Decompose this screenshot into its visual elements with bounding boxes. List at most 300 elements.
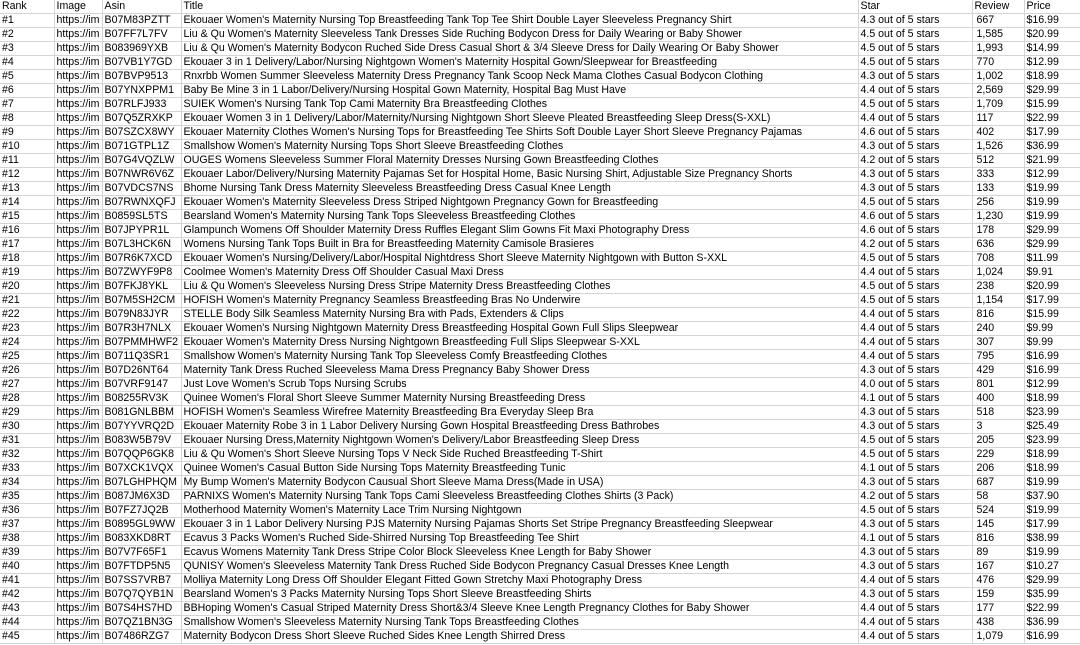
header-review[interactable]: Review: [972, 0, 1024, 14]
cell-title[interactable]: HOFISH Women's Maternity Pregnancy Seamless Breastfeeding Bras No Underwire: [181, 294, 858, 308]
cell-rank[interactable]: #16: [0, 224, 54, 238]
cell-asin[interactable]: B07JPYPR1L: [102, 224, 181, 238]
cell-star[interactable]: 4.1 out of 5 stars: [858, 392, 972, 406]
cell-title[interactable]: Smallshow Women's Maternity Nursing Tank Top Sleeveless Comfy Breastfeeding Clothes: [181, 350, 858, 364]
cell-rank[interactable]: #19: [0, 266, 54, 280]
cell-image[interactable]: https://im: [54, 280, 102, 294]
cell-rank[interactable]: #37: [0, 518, 54, 532]
cell-rank[interactable]: #4: [0, 56, 54, 70]
cell-image[interactable]: https://im: [54, 504, 102, 518]
cell-price[interactable]: $15.99: [1024, 98, 1080, 112]
cell-title[interactable]: Baby Be Mine 3 in 1 Labor/Delivery/Nursing Hospital Gown Maternity, Hospital Bag Must Have: [181, 84, 858, 98]
header-title[interactable]: Title: [181, 0, 858, 14]
cell-star[interactable]: 4.6 out of 5 stars: [858, 224, 972, 238]
cell-price[interactable]: $9.91: [1024, 266, 1080, 280]
cell-title[interactable]: Ekouaer 3 in 1 Labor Delivery Nursing PJS Maternity Nursing Pajamas Shorts Set Stripe Pregnancy Breastfeeding Sleepwear: [181, 518, 858, 532]
cell-title[interactable]: OUGES Womens Sleeveless Summer Floral Maternity Dresses Nursing Gown Breastfeeding Clothes: [181, 154, 858, 168]
cell-image[interactable]: https://im: [54, 532, 102, 546]
cell-star[interactable]: 4.5 out of 5 stars: [858, 196, 972, 210]
cell-asin[interactable]: B07Q5ZRXKP: [102, 112, 181, 126]
cell-star[interactable]: 4.4 out of 5 stars: [858, 112, 972, 126]
cell-star[interactable]: 4.3 out of 5 stars: [858, 560, 972, 574]
cell-rank[interactable]: #26: [0, 364, 54, 378]
cell-review[interactable]: 518: [972, 406, 1024, 420]
cell-price[interactable]: $19.99: [1024, 546, 1080, 560]
cell-rank[interactable]: #14: [0, 196, 54, 210]
cell-star[interactable]: 4.4 out of 5 stars: [858, 350, 972, 364]
cell-image[interactable]: https://im: [54, 154, 102, 168]
cell-rank[interactable]: #34: [0, 476, 54, 490]
cell-title[interactable]: Ekouaer 3 in 1 Delivery/Labor/Nursing Nightgown Women's Maternity Hospital Gown/Sleepwear for Breastfeeding: [181, 56, 858, 70]
cell-rank[interactable]: #1: [0, 14, 54, 28]
cell-image[interactable]: https://im: [54, 84, 102, 98]
cell-title[interactable]: Ekouaer Nursing Dress,Maternity Nightgown Women's Delivery/Labor Breastfeeding Sleep Dress: [181, 434, 858, 448]
cell-asin[interactable]: B083XKD8RT: [102, 532, 181, 546]
cell-rank[interactable]: #25: [0, 350, 54, 364]
cell-price[interactable]: $9.99: [1024, 322, 1080, 336]
cell-review[interactable]: 58: [972, 490, 1024, 504]
cell-rank[interactable]: #22: [0, 308, 54, 322]
cell-star[interactable]: 4.3 out of 5 stars: [858, 14, 972, 28]
cell-review[interactable]: 1,230: [972, 210, 1024, 224]
cell-image[interactable]: https://im: [54, 28, 102, 42]
cell-image[interactable]: https://im: [54, 252, 102, 266]
cell-rank[interactable]: #5: [0, 70, 54, 84]
cell-price[interactable]: $23.99: [1024, 406, 1080, 420]
cell-asin[interactable]: B07PMMHWF2: [102, 336, 181, 350]
cell-price[interactable]: $29.99: [1024, 84, 1080, 98]
cell-review[interactable]: 1,709: [972, 98, 1024, 112]
cell-price[interactable]: $22.99: [1024, 112, 1080, 126]
cell-image[interactable]: https://im: [54, 70, 102, 84]
cell-review[interactable]: 1,993: [972, 42, 1024, 56]
cell-star[interactable]: 4.3 out of 5 stars: [858, 518, 972, 532]
cell-price[interactable]: $19.99: [1024, 182, 1080, 196]
cell-image[interactable]: https://im: [54, 350, 102, 364]
header-asin[interactable]: Asin: [102, 0, 181, 14]
cell-star[interactable]: 4.1 out of 5 stars: [858, 462, 972, 476]
cell-title[interactable]: Molliya Maternity Long Dress Off Shoulder Elegant Fitted Gown Stretchy Maxi Photography Dress: [181, 574, 858, 588]
cell-star[interactable]: 4.4 out of 5 stars: [858, 336, 972, 350]
cell-review[interactable]: 816: [972, 532, 1024, 546]
cell-price[interactable]: $12.99: [1024, 378, 1080, 392]
cell-image[interactable]: https://im: [54, 182, 102, 196]
cell-price[interactable]: $35.99: [1024, 588, 1080, 602]
cell-asin[interactable]: B083969YXB: [102, 42, 181, 56]
cell-image[interactable]: https://im: [54, 378, 102, 392]
cell-star[interactable]: 4.5 out of 5 stars: [858, 280, 972, 294]
cell-rank[interactable]: #27: [0, 378, 54, 392]
cell-review[interactable]: 770: [972, 56, 1024, 70]
cell-title[interactable]: Coolmee Women's Maternity Dress Off Shoulder Casual Maxi Dress: [181, 266, 858, 280]
header-star[interactable]: Star: [858, 0, 972, 14]
cell-asin[interactable]: B07FF7L7FV: [102, 28, 181, 42]
cell-image[interactable]: https://im: [54, 476, 102, 490]
cell-review[interactable]: 167: [972, 560, 1024, 574]
cell-title[interactable]: Motherhood Maternity Women's Maternity Lace Trim Nursing Nightgown: [181, 504, 858, 518]
cell-star[interactable]: 4.3 out of 5 stars: [858, 476, 972, 490]
cell-review[interactable]: 636: [972, 238, 1024, 252]
cell-rank[interactable]: #41: [0, 574, 54, 588]
cell-asin[interactable]: B0859SL5TS: [102, 210, 181, 224]
cell-review[interactable]: 402: [972, 126, 1024, 140]
cell-review[interactable]: 1,585: [972, 28, 1024, 42]
cell-price[interactable]: $20.99: [1024, 280, 1080, 294]
cell-star[interactable]: 4.4 out of 5 stars: [858, 616, 972, 630]
cell-star[interactable]: 4.4 out of 5 stars: [858, 630, 972, 644]
cell-image[interactable]: https://im: [54, 462, 102, 476]
cell-asin[interactable]: B07M5SH2CM: [102, 294, 181, 308]
cell-star[interactable]: 4.4 out of 5 stars: [858, 266, 972, 280]
cell-rank[interactable]: #18: [0, 252, 54, 266]
cell-asin[interactable]: B07YNXPPM1: [102, 84, 181, 98]
cell-price[interactable]: $29.99: [1024, 574, 1080, 588]
cell-image[interactable]: https://im: [54, 602, 102, 616]
cell-asin[interactable]: B07SZCX8WY: [102, 126, 181, 140]
cell-image[interactable]: https://im: [54, 616, 102, 630]
cell-title[interactable]: Bearsland Women's 3 Packs Maternity Nursing Tops Short Sleeve Breastfeeding Shirts: [181, 588, 858, 602]
cell-review[interactable]: 89: [972, 546, 1024, 560]
cell-asin[interactable]: B07FZ7JQ2B: [102, 504, 181, 518]
cell-star[interactable]: 4.5 out of 5 stars: [858, 56, 972, 70]
cell-title[interactable]: Ekouaer Maternity Robe 3 in 1 Labor Delivery Nursing Gown Hospital Breastfeeding Dress Bathrobes: [181, 420, 858, 434]
cell-review[interactable]: 240: [972, 322, 1024, 336]
cell-star[interactable]: 4.4 out of 5 stars: [858, 574, 972, 588]
cell-image[interactable]: https://im: [54, 490, 102, 504]
cell-asin[interactable]: B087JM6X3D: [102, 490, 181, 504]
cell-review[interactable]: 667: [972, 14, 1024, 28]
cell-price[interactable]: $21.99: [1024, 154, 1080, 168]
cell-title[interactable]: Smallshow Women's Maternity Nursing Tops Short Sleeve Breastfeeding Clothes: [181, 140, 858, 154]
cell-title[interactable]: Ecavus Womens Maternity Tank Dress Stripe Color Block Sleeveless Knee Length for Baby Shower: [181, 546, 858, 560]
cell-price[interactable]: $38.99: [1024, 532, 1080, 546]
cell-asin[interactable]: B07V7F65F1: [102, 546, 181, 560]
cell-star[interactable]: 4.3 out of 5 stars: [858, 168, 972, 182]
cell-asin[interactable]: B07L3HCK6N: [102, 238, 181, 252]
cell-price[interactable]: $12.99: [1024, 168, 1080, 182]
cell-price[interactable]: $16.99: [1024, 364, 1080, 378]
cell-star[interactable]: 4.5 out of 5 stars: [858, 434, 972, 448]
cell-title[interactable]: Ekouaer Women's Maternity Dress Nursing Nightgown Breastfeeding Full Slips Sleepwear S-XXL: [181, 336, 858, 350]
cell-star[interactable]: 4.3 out of 5 stars: [858, 140, 972, 154]
cell-rank[interactable]: #6: [0, 84, 54, 98]
cell-asin[interactable]: B0895GL9WW: [102, 518, 181, 532]
cell-title[interactable]: Ecavus 3 Packs Women's Ruched Side-Shirred Nursing Top Breastfeeding Tee Shirt: [181, 532, 858, 546]
cell-title[interactable]: Quinee Women's Casual Button Side Nursing Tops Maternity Breastfeeding Tunic: [181, 462, 858, 476]
cell-review[interactable]: 177: [972, 602, 1024, 616]
cell-star[interactable]: 4.5 out of 5 stars: [858, 252, 972, 266]
cell-asin[interactable]: B07SS7VRB7: [102, 574, 181, 588]
cell-asin[interactable]: B079N83JYR: [102, 308, 181, 322]
cell-star[interactable]: 4.2 out of 5 stars: [858, 490, 972, 504]
cell-asin[interactable]: B07ZWYF9P8: [102, 266, 181, 280]
cell-image[interactable]: https://im: [54, 518, 102, 532]
cell-rank[interactable]: #3: [0, 42, 54, 56]
cell-rank[interactable]: #44: [0, 616, 54, 630]
cell-image[interactable]: https://im: [54, 420, 102, 434]
cell-review[interactable]: 512: [972, 154, 1024, 168]
cell-asin[interactable]: B07RLFJ933: [102, 98, 181, 112]
cell-price[interactable]: $25.49: [1024, 420, 1080, 434]
cell-image[interactable]: https://im: [54, 210, 102, 224]
cell-review[interactable]: 816: [972, 308, 1024, 322]
cell-title[interactable]: Ekouaer Women's Nursing Nightgown Maternity Dress Breastfeeding Hospital Gown Full Slips Sleepwear: [181, 322, 858, 336]
cell-star[interactable]: 4.5 out of 5 stars: [858, 504, 972, 518]
cell-price[interactable]: $22.99: [1024, 602, 1080, 616]
cell-asin[interactable]: B07FKJ8YKL: [102, 280, 181, 294]
cell-star[interactable]: 4.3 out of 5 stars: [858, 406, 972, 420]
cell-review[interactable]: 333: [972, 168, 1024, 182]
cell-asin[interactable]: B0711Q3SR1: [102, 350, 181, 364]
header-image[interactable]: Image: [54, 0, 102, 14]
cell-rank[interactable]: #17: [0, 238, 54, 252]
cell-title[interactable]: Bearsland Women's Maternity Nursing Tank Tops Sleeveless Breastfeeding Clothes: [181, 210, 858, 224]
cell-image[interactable]: https://im: [54, 392, 102, 406]
cell-asin[interactable]: B071GTPL1Z: [102, 140, 181, 154]
cell-star[interactable]: 4.5 out of 5 stars: [858, 294, 972, 308]
cell-image[interactable]: https://im: [54, 560, 102, 574]
cell-price[interactable]: $14.99: [1024, 42, 1080, 56]
cell-rank[interactable]: #8: [0, 112, 54, 126]
cell-image[interactable]: https://im: [54, 238, 102, 252]
cell-star[interactable]: 4.6 out of 5 stars: [858, 210, 972, 224]
cell-title[interactable]: SUIEK Women's Nursing Tank Top Cami Maternity Bra Breastfeeding Clothes: [181, 98, 858, 112]
cell-title[interactable]: Bhome Nursing Tank Dress Maternity Sleeveless Breastfeeding Dress Casual Knee Length: [181, 182, 858, 196]
cell-price[interactable]: $37.90: [1024, 490, 1080, 504]
cell-image[interactable]: https://im: [54, 630, 102, 644]
cell-price[interactable]: $10.27: [1024, 560, 1080, 574]
cell-price[interactable]: $18.99: [1024, 448, 1080, 462]
cell-star[interactable]: 4.3 out of 5 stars: [858, 364, 972, 378]
cell-rank[interactable]: #30: [0, 420, 54, 434]
cell-price[interactable]: $16.99: [1024, 630, 1080, 644]
cell-review[interactable]: 1,079: [972, 630, 1024, 644]
cell-image[interactable]: https://im: [54, 448, 102, 462]
cell-rank[interactable]: #12: [0, 168, 54, 182]
cell-asin[interactable]: B07G4VQZLW: [102, 154, 181, 168]
cell-title[interactable]: Liu & Qu Women's Maternity Bodycon Ruched Side Dress Casual Short & 3/4 Sleeve Dress for Daily Wearing Or Baby Shower: [181, 42, 858, 56]
cell-star[interactable]: 4.4 out of 5 stars: [858, 84, 972, 98]
cell-asin[interactable]: B07QQP6GK8: [102, 448, 181, 462]
cell-title[interactable]: Ekouaer Labor/Delivery/Nursing Maternity Pajamas Set for Hospital Home, Basic Nursing Shirt, Adjustable Size Pregnancy Shorts: [181, 168, 858, 182]
cell-price[interactable]: $17.99: [1024, 518, 1080, 532]
cell-rank[interactable]: #45: [0, 630, 54, 644]
cell-review[interactable]: 206: [972, 462, 1024, 476]
cell-asin[interactable]: B07VB1Y7GD: [102, 56, 181, 70]
cell-price[interactable]: $18.99: [1024, 392, 1080, 406]
cell-rank[interactable]: #29: [0, 406, 54, 420]
cell-review[interactable]: 1,526: [972, 140, 1024, 154]
cell-review[interactable]: 438: [972, 616, 1024, 630]
cell-review[interactable]: 708: [972, 252, 1024, 266]
cell-title[interactable]: Ekouaer Women's Nursing/Delivery/Labor/Hospital Nightdress Short Sleeve Maternity Nightgown with Button S-XXL: [181, 252, 858, 266]
cell-review[interactable]: 400: [972, 392, 1024, 406]
cell-rank[interactable]: #35: [0, 490, 54, 504]
cell-price[interactable]: $19.99: [1024, 476, 1080, 490]
cell-star[interactable]: 4.5 out of 5 stars: [858, 28, 972, 42]
cell-image[interactable]: https://im: [54, 14, 102, 28]
cell-review[interactable]: 3: [972, 420, 1024, 434]
cell-image[interactable]: https://im: [54, 364, 102, 378]
cell-review[interactable]: 801: [972, 378, 1024, 392]
cell-star[interactable]: 4.2 out of 5 stars: [858, 154, 972, 168]
cell-price[interactable]: $23.99: [1024, 434, 1080, 448]
cell-price[interactable]: $16.99: [1024, 14, 1080, 28]
cell-review[interactable]: 159: [972, 588, 1024, 602]
cell-image[interactable]: https://im: [54, 126, 102, 140]
cell-review[interactable]: 476: [972, 574, 1024, 588]
cell-asin[interactable]: B081GNLBBM: [102, 406, 181, 420]
cell-rank[interactable]: #21: [0, 294, 54, 308]
cell-review[interactable]: 229: [972, 448, 1024, 462]
cell-rank[interactable]: #9: [0, 126, 54, 140]
cell-image[interactable]: https://im: [54, 140, 102, 154]
cell-star[interactable]: 4.1 out of 5 stars: [858, 532, 972, 546]
cell-star[interactable]: 4.0 out of 5 stars: [858, 378, 972, 392]
cell-review[interactable]: 205: [972, 434, 1024, 448]
cell-asin[interactable]: B08255RV3K: [102, 392, 181, 406]
cell-rank[interactable]: #20: [0, 280, 54, 294]
cell-review[interactable]: 429: [972, 364, 1024, 378]
cell-price[interactable]: $17.99: [1024, 294, 1080, 308]
cell-title[interactable]: Just Love Women's Scrub Tops Nursing Scrubs: [181, 378, 858, 392]
cell-image[interactable]: https://im: [54, 196, 102, 210]
cell-title[interactable]: Rnxrbb Women Summer Sleeveless Maternity Dress Pregnancy Tank Scoop Neck Mama Clothes Casual Bodycon Clothing: [181, 70, 858, 84]
cell-rank[interactable]: #36: [0, 504, 54, 518]
cell-price[interactable]: $17.99: [1024, 126, 1080, 140]
cell-title[interactable]: BBHoping Women's Casual Striped Maternity Dress Short&3/4 Sleeve Knee Length Pregnancy Clothes for Baby Shower: [181, 602, 858, 616]
cell-title[interactable]: Smallshow Women's Sleeveless Maternity Nursing Tank Tops Breastfeeding Clothes: [181, 616, 858, 630]
cell-price[interactable]: $16.99: [1024, 350, 1080, 364]
cell-image[interactable]: https://im: [54, 406, 102, 420]
cell-rank[interactable]: #33: [0, 462, 54, 476]
cell-image[interactable]: https://im: [54, 308, 102, 322]
cell-price[interactable]: $29.99: [1024, 238, 1080, 252]
cell-review[interactable]: 687: [972, 476, 1024, 490]
cell-rank[interactable]: #24: [0, 336, 54, 350]
cell-price[interactable]: $36.99: [1024, 616, 1080, 630]
header-price[interactable]: Price: [1024, 0, 1080, 14]
cell-asin[interactable]: B07VRF9147: [102, 378, 181, 392]
cell-title[interactable]: Glampunch Womens Off Shoulder Maternity Dress Ruffles Elegant Slim Gowns Fit Maxi Photography Dress: [181, 224, 858, 238]
cell-rank[interactable]: #38: [0, 532, 54, 546]
cell-price[interactable]: $19.99: [1024, 210, 1080, 224]
cell-price[interactable]: $19.99: [1024, 196, 1080, 210]
cell-image[interactable]: https://im: [54, 574, 102, 588]
cell-review[interactable]: 1,024: [972, 266, 1024, 280]
cell-star[interactable]: 4.3 out of 5 stars: [858, 70, 972, 84]
cell-image[interactable]: https://im: [54, 112, 102, 126]
cell-image[interactable]: https://im: [54, 56, 102, 70]
cell-image[interactable]: https://im: [54, 588, 102, 602]
cell-title[interactable]: Liu & Qu Women's Maternity Sleeveless Tank Dresses Side Ruching Bodycon Dress for Daily Wearing or Baby Shower: [181, 28, 858, 42]
cell-asin[interactable]: B07486RZG7: [102, 630, 181, 644]
cell-review[interactable]: 795: [972, 350, 1024, 364]
cell-price[interactable]: $20.99: [1024, 28, 1080, 42]
cell-price[interactable]: $29.99: [1024, 224, 1080, 238]
cell-rank[interactable]: #7: [0, 98, 54, 112]
cell-title[interactable]: Ekouaer Maternity Clothes Women's Nursing Tops for Breastfeeding Tee Shirts Soft Double Layer Short Sleeve Pregnancy Pajamas: [181, 126, 858, 140]
cell-rank[interactable]: #15: [0, 210, 54, 224]
cell-review[interactable]: 238: [972, 280, 1024, 294]
cell-image[interactable]: https://im: [54, 98, 102, 112]
cell-image[interactable]: https://im: [54, 168, 102, 182]
cell-asin[interactable]: B07LGHPHQM: [102, 476, 181, 490]
cell-asin[interactable]: B07YYVRQ2D: [102, 420, 181, 434]
cell-star[interactable]: 4.3 out of 5 stars: [858, 420, 972, 434]
cell-star[interactable]: 4.4 out of 5 stars: [858, 602, 972, 616]
cell-rank[interactable]: #2: [0, 28, 54, 42]
cell-image[interactable]: https://im: [54, 336, 102, 350]
cell-price[interactable]: $12.99: [1024, 56, 1080, 70]
cell-review[interactable]: 133: [972, 182, 1024, 196]
cell-title[interactable]: Ekouaer Women 3 in 1 Delivery/Labor/Maternity/Nursing Nightgown Short Sleeve Pleated Breastfeeding Sleep Dress(S-XXL): [181, 112, 858, 126]
cell-review[interactable]: 1,002: [972, 70, 1024, 84]
cell-price[interactable]: $19.99: [1024, 504, 1080, 518]
cell-image[interactable]: https://im: [54, 434, 102, 448]
cell-star[interactable]: 4.6 out of 5 stars: [858, 126, 972, 140]
cell-asin[interactable]: B07Q7QYB1N: [102, 588, 181, 602]
cell-title[interactable]: Maternity Bodycon Dress Short Sleeve Ruched Sides Knee Length Shirred Dress: [181, 630, 858, 644]
cell-asin[interactable]: B07NWR6V6Z: [102, 168, 181, 182]
cell-title[interactable]: Ekouaer Women's Maternity Sleeveless Dress Striped Nightgown Pregnancy Gown for Breastfeeding: [181, 196, 858, 210]
cell-review[interactable]: 117: [972, 112, 1024, 126]
cell-asin[interactable]: B07VDCS7NS: [102, 182, 181, 196]
cell-title[interactable]: Liu & Qu Women's Sleeveless Nursing Dress Stripe Maternity Dress Breastfeeding Clothes: [181, 280, 858, 294]
cell-rank[interactable]: #10: [0, 140, 54, 154]
cell-star[interactable]: 4.4 out of 5 stars: [858, 308, 972, 322]
header-rank[interactable]: Rank: [0, 0, 54, 14]
cell-rank[interactable]: #31: [0, 434, 54, 448]
cell-star[interactable]: 4.5 out of 5 stars: [858, 448, 972, 462]
cell-star[interactable]: 4.3 out of 5 stars: [858, 182, 972, 196]
cell-title[interactable]: Liu & Qu Women's Short Sleeve Nursing Tops V Neck Side Ruched Breastfeeding T-Shirt: [181, 448, 858, 462]
cell-rank[interactable]: #13: [0, 182, 54, 196]
cell-title[interactable]: PARNIXS Women's Maternity Nursing Tank Tops Cami Sleeveless Breastfeeding Clothes Shirts (3 Pack): [181, 490, 858, 504]
cell-review[interactable]: 2,569: [972, 84, 1024, 98]
cell-price[interactable]: $18.99: [1024, 70, 1080, 84]
cell-star[interactable]: 4.5 out of 5 stars: [858, 98, 972, 112]
cell-price[interactable]: $15.99: [1024, 308, 1080, 322]
cell-image[interactable]: https://im: [54, 224, 102, 238]
cell-asin[interactable]: B07BVP9513: [102, 70, 181, 84]
cell-title[interactable]: Quinee Women's Floral Short Sleeve Summer Maternity Nursing Breastfeeding Dress: [181, 392, 858, 406]
cell-price[interactable]: $18.99: [1024, 462, 1080, 476]
cell-star[interactable]: 4.3 out of 5 stars: [858, 588, 972, 602]
cell-rank[interactable]: #39: [0, 546, 54, 560]
cell-asin[interactable]: B07D26NT64: [102, 364, 181, 378]
cell-image[interactable]: https://im: [54, 42, 102, 56]
cell-rank[interactable]: #40: [0, 560, 54, 574]
cell-rank[interactable]: #11: [0, 154, 54, 168]
cell-title[interactable]: STELLE Body Silk Seamless Maternity Nursing Bra with Pads, Extenders & Clips: [181, 308, 858, 322]
cell-asin[interactable]: B07QZ1BN3G: [102, 616, 181, 630]
cell-title[interactable]: Maternity Tank Dress Ruched Sleeveless Mama Dress Pregnancy Baby Shower Dress: [181, 364, 858, 378]
cell-rank[interactable]: #43: [0, 602, 54, 616]
cell-title[interactable]: My Bump Women's Maternity Bodycon Causual Short Sleeve Mama Dress(Made in USA): [181, 476, 858, 490]
cell-title[interactable]: HOFISH Women's Seamless Wirefree Maternity Breastfeeding Bra Everyday Sleep Bra: [181, 406, 858, 420]
cell-rank[interactable]: #28: [0, 392, 54, 406]
cell-review[interactable]: 145: [972, 518, 1024, 532]
cell-price[interactable]: $11.99: [1024, 252, 1080, 266]
cell-asin[interactable]: B07R3H7NLX: [102, 322, 181, 336]
cell-asin[interactable]: B07RWNXQFJ: [102, 196, 181, 210]
cell-star[interactable]: 4.2 out of 5 stars: [858, 238, 972, 252]
cell-star[interactable]: 4.3 out of 5 stars: [858, 546, 972, 560]
cell-rank[interactable]: #23: [0, 322, 54, 336]
cell-image[interactable]: https://im: [54, 266, 102, 280]
cell-asin[interactable]: B07XCK1VQX: [102, 462, 181, 476]
